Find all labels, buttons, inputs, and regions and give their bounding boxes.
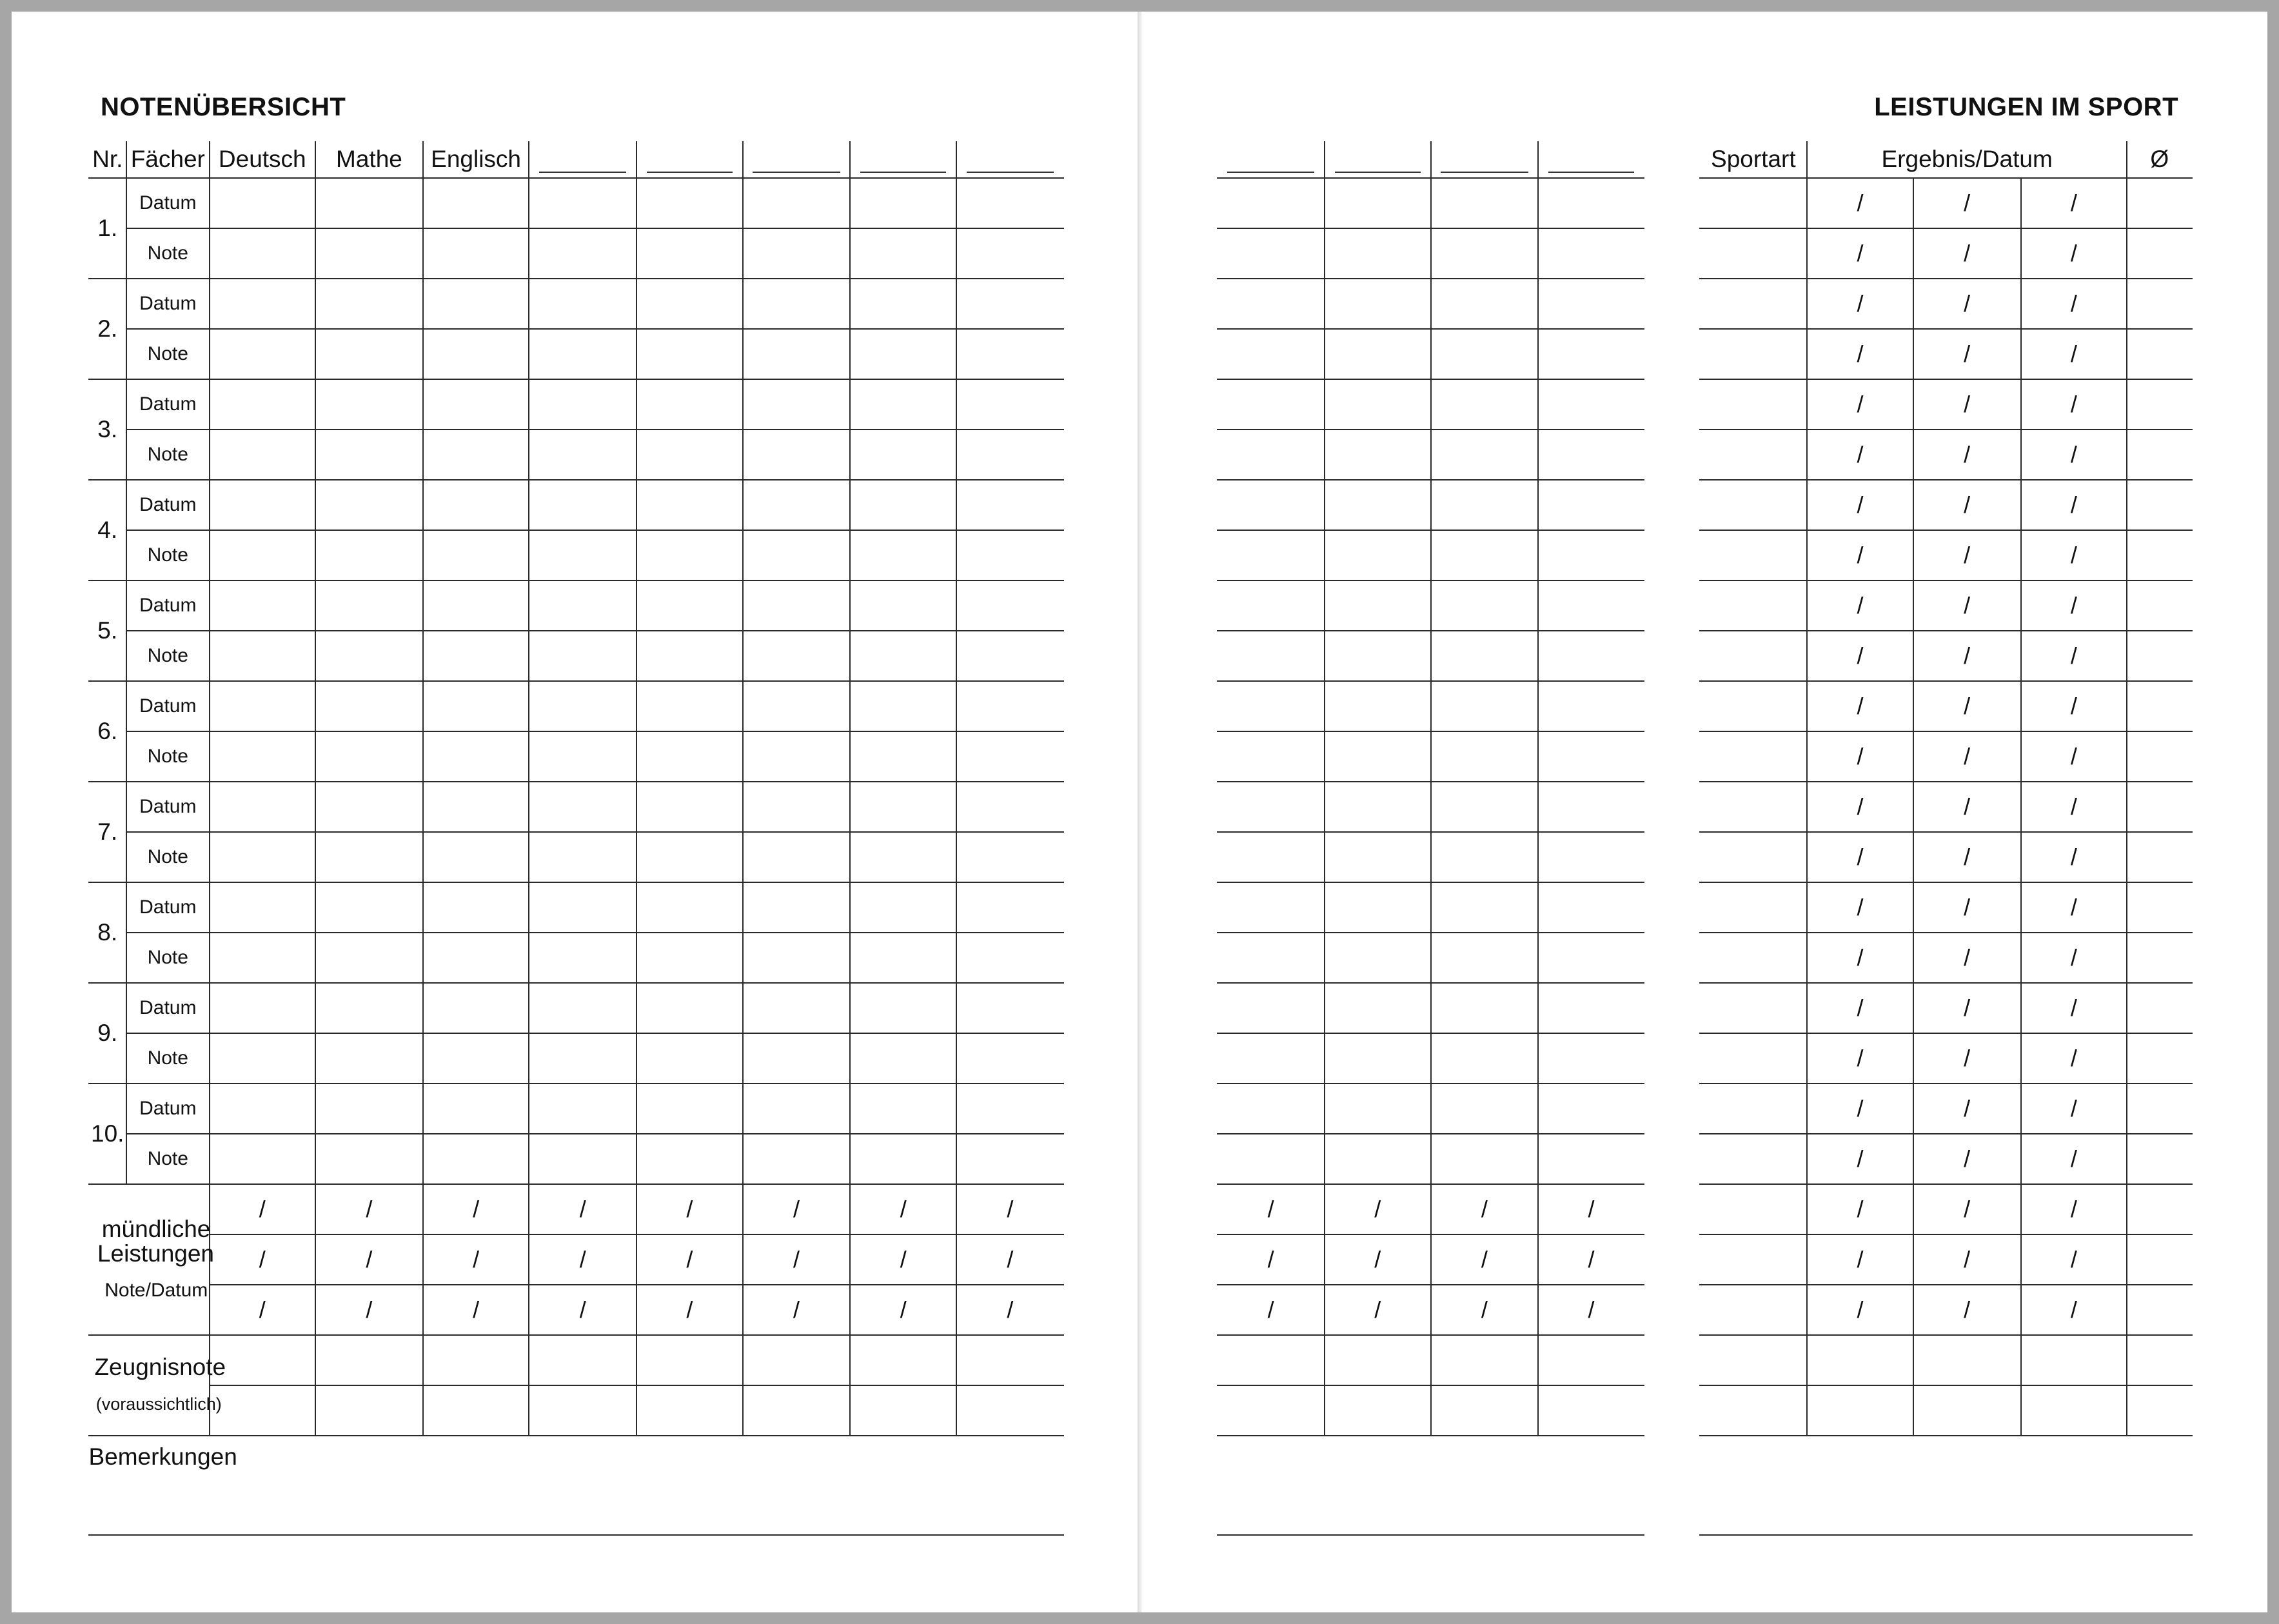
datum-label: Datum	[139, 494, 197, 516]
row-line	[1217, 731, 1644, 732]
subject-blank-line	[1441, 172, 1528, 173]
header-divider	[528, 141, 529, 178]
oral-grade-slash: /	[1481, 1296, 1488, 1323]
result-slash: /	[1857, 1246, 1864, 1273]
remarks-line	[88, 1534, 1063, 1536]
oral-grade-slash: /	[793, 1196, 800, 1223]
row-line	[126, 1033, 1064, 1034]
header-average: Ø	[2150, 146, 2169, 173]
result-slash: /	[2070, 542, 2077, 569]
row-line	[1699, 1385, 2192, 1386]
header-divider	[422, 141, 424, 178]
header-divider	[315, 141, 316, 178]
row-line	[126, 429, 1064, 430]
entry-number: 5.	[97, 617, 118, 644]
entry-number: 3.	[97, 416, 118, 443]
result-slash: /	[1857, 693, 1864, 720]
result-slash: /	[1857, 240, 1864, 267]
result-slash: /	[2070, 1095, 2077, 1122]
row-line	[1217, 177, 1644, 179]
report-grade-sublabel: (voraussichtlich)	[95, 1394, 222, 1414]
note-label: Note	[147, 343, 188, 365]
oral-label-line1: mündliche	[101, 1215, 211, 1242]
header-sport-type: Sportart	[1711, 146, 1796, 173]
row-line	[1217, 781, 1644, 782]
result-slash: /	[1857, 793, 1864, 820]
row-line	[1217, 479, 1644, 480]
row-line	[88, 1083, 1063, 1084]
oral-grade-slash: /	[366, 1296, 373, 1323]
note-label: Note	[147, 544, 188, 566]
result-slash: /	[1964, 995, 1971, 1022]
result-slash: /	[1964, 642, 1971, 669]
header-divider	[209, 141, 210, 178]
oral-grade-slash: /	[473, 1246, 480, 1273]
datum-label: Datum	[139, 1098, 197, 1120]
row-line	[88, 379, 1063, 380]
result-slash: /	[1857, 642, 1864, 669]
result-slash: /	[2070, 793, 2077, 820]
result-slash: /	[1857, 190, 1864, 217]
result-slash: /	[1857, 542, 1864, 569]
note-label: Note	[147, 243, 188, 264]
row-line	[126, 328, 1064, 330]
header-result-date: Ergebnis/Datum	[1881, 146, 2053, 173]
row-line	[1217, 379, 1644, 380]
oral-grade-slash: /	[900, 1246, 907, 1273]
subject-blank-line	[1548, 172, 1634, 173]
header-subject-1: Deutsch	[218, 146, 306, 173]
result-slash: /	[2070, 1145, 2077, 1173]
result-slash: /	[2070, 894, 2077, 921]
right-page	[1141, 12, 2267, 1612]
result-slash: /	[2070, 1296, 2077, 1323]
oral-grade-slash: /	[1007, 1246, 1014, 1273]
row-line	[88, 680, 1063, 682]
result-slash: /	[2070, 592, 2077, 619]
result-slash: /	[2070, 190, 2077, 217]
header-divider	[126, 141, 127, 178]
oral-grade-slash: /	[1374, 1246, 1381, 1273]
remarks-line	[1217, 1534, 1644, 1536]
oral-grade-slash: /	[1481, 1196, 1488, 1223]
oral-grade-slash: /	[579, 1246, 586, 1273]
oral-grade-slash: /	[259, 1246, 266, 1273]
entry-number: 10.	[91, 1120, 124, 1147]
row-line	[88, 982, 1063, 984]
result-slash: /	[1857, 1095, 1864, 1122]
result-slash: /	[2070, 693, 2077, 720]
result-slash: /	[1964, 441, 1971, 468]
subject-blank-line	[753, 172, 840, 173]
result-slash: /	[2070, 1196, 2077, 1223]
oral-grade-slash: /	[1374, 1296, 1381, 1323]
result-slash: /	[1964, 894, 1971, 921]
result-slash: /	[1964, 844, 1971, 871]
datum-label: Datum	[139, 393, 197, 415]
oral-label-line3: Note/Datum	[104, 1279, 208, 1301]
oral-grade-slash: /	[366, 1196, 373, 1223]
oral-grade-slash: /	[1481, 1246, 1488, 1273]
result-slash: /	[1964, 290, 1971, 317]
datum-label: Datum	[139, 896, 197, 918]
note-label: Note	[147, 444, 188, 466]
row-line	[88, 1435, 1063, 1436]
entry-number: 6.	[97, 718, 118, 745]
remarks-label: Bemerkungen	[88, 1443, 237, 1471]
result-slash: /	[1964, 1296, 1971, 1323]
oral-label-line2: Leistungen	[97, 1240, 215, 1267]
result-slash: /	[1964, 240, 1971, 267]
result-slash: /	[1964, 542, 1971, 569]
result-slash: /	[1857, 592, 1864, 619]
header-subjects: Fächer	[130, 146, 205, 173]
result-slash: /	[1964, 944, 1971, 971]
result-slash: /	[1857, 1145, 1864, 1173]
result-slash: /	[2070, 240, 2077, 267]
datum-label: Datum	[139, 293, 197, 315]
entry-number: 1.	[97, 215, 118, 242]
remarks-line	[1699, 1534, 2192, 1536]
header-divider	[956, 141, 957, 178]
result-slash: /	[1857, 491, 1864, 519]
entry-number: 9.	[97, 1020, 118, 1047]
note-label: Note	[147, 947, 188, 969]
row-line	[88, 479, 1063, 480]
entry-number: 8.	[97, 919, 118, 946]
result-slash: /	[1964, 341, 1971, 368]
result-slash: /	[2070, 491, 2077, 519]
row-line	[1217, 1133, 1644, 1134]
result-slash: /	[1857, 894, 1864, 921]
result-slash: /	[2070, 1045, 2077, 1072]
oral-grade-slash: /	[366, 1246, 373, 1273]
oral-grade-slash: /	[686, 1246, 693, 1273]
result-slash: /	[1964, 793, 1971, 820]
result-slash: /	[2070, 290, 2077, 317]
result-slash: /	[1964, 592, 1971, 619]
result-slash: /	[1964, 1045, 1971, 1072]
row-line	[126, 1133, 1064, 1134]
oral-grade-slash: /	[1267, 1296, 1274, 1323]
row-line	[1217, 429, 1644, 430]
result-slash: /	[1857, 1196, 1864, 1223]
result-slash: /	[1964, 1246, 1971, 1273]
row-line	[1217, 982, 1644, 984]
datum-label: Datum	[139, 796, 197, 818]
row-line	[1217, 1083, 1644, 1084]
header-divider	[636, 141, 637, 178]
header-subject-2: Mathe	[336, 146, 402, 173]
row-line	[1217, 1435, 1644, 1436]
oral-grade-slash: /	[793, 1246, 800, 1273]
row-line	[88, 580, 1063, 581]
report-grade-label: Zeugnisnote	[94, 1353, 226, 1380]
result-slash: /	[2070, 844, 2077, 871]
row-line	[126, 630, 1064, 631]
row-line	[1217, 630, 1644, 631]
row-line	[88, 882, 1063, 883]
result-slash: /	[1964, 693, 1971, 720]
oral-grade-slash: /	[686, 1196, 693, 1223]
oral-grade-slash: /	[900, 1296, 907, 1323]
note-label: Note	[147, 746, 188, 767]
row-line	[88, 781, 1063, 782]
note-label: Note	[147, 645, 188, 667]
result-slash: /	[1857, 290, 1864, 317]
header-divider	[849, 141, 851, 178]
header-divider	[742, 141, 744, 178]
oral-grade-slash: /	[1588, 1196, 1595, 1223]
subject-blank-line	[860, 172, 946, 173]
result-slash: /	[2070, 995, 2077, 1022]
oral-grade-slash: /	[473, 1296, 480, 1323]
result-slash: /	[2070, 944, 2077, 971]
datum-label: Datum	[139, 695, 197, 717]
entry-number: 4.	[97, 517, 118, 544]
row-line	[88, 278, 1063, 279]
entry-number: 7.	[97, 818, 118, 846]
row-line	[1217, 831, 1644, 833]
row-line	[1217, 882, 1644, 883]
subject-blank-line	[1227, 172, 1314, 173]
result-slash: /	[2070, 341, 2077, 368]
entry-number: 2.	[97, 315, 118, 342]
result-slash: /	[1964, 190, 1971, 217]
oral-grade-slash: /	[259, 1296, 266, 1323]
header-underline	[88, 177, 1063, 179]
result-slash: /	[1857, 341, 1864, 368]
header-divider	[2126, 141, 2127, 178]
subject-blank-line	[647, 172, 733, 173]
page-title-grade-overview: NOTENÜBERSICHT	[101, 93, 346, 121]
row-line	[126, 530, 1064, 531]
result-slash: /	[1857, 1045, 1864, 1072]
oral-grade-slash: /	[1267, 1196, 1274, 1223]
row-line	[1217, 228, 1644, 229]
oral-grade-slash: /	[259, 1196, 266, 1223]
subject-blank-line	[1335, 172, 1421, 173]
result-slash: /	[2070, 743, 2077, 770]
result-slash: /	[2070, 391, 2077, 418]
datum-label: Datum	[139, 595, 197, 617]
row-line	[1217, 932, 1644, 933]
result-slash: /	[1857, 743, 1864, 770]
left-page	[12, 12, 1139, 1612]
row-line	[1217, 328, 1644, 330]
result-slash: /	[1964, 1095, 1971, 1122]
subject-blank-line	[539, 172, 626, 173]
row-line	[1217, 278, 1644, 279]
subject-blank-line	[967, 172, 1054, 173]
result-slash: /	[1857, 944, 1864, 971]
result-slash: /	[1964, 1145, 1971, 1173]
oral-grade-slash: /	[579, 1196, 586, 1223]
row-line	[1699, 1435, 2192, 1436]
oral-grade-slash: /	[473, 1196, 480, 1223]
oral-grade-slash: /	[1007, 1296, 1014, 1323]
row-line	[126, 831, 1064, 833]
result-slash: /	[1964, 1196, 1971, 1223]
header-nr: Nr.	[92, 146, 123, 173]
row-line	[126, 228, 1064, 229]
note-label: Note	[147, 1047, 188, 1069]
datum-label: Datum	[139, 997, 197, 1019]
result-slash: /	[2070, 1246, 2077, 1273]
oral-grade-slash: /	[793, 1296, 800, 1323]
oral-grade-slash: /	[1374, 1196, 1381, 1223]
oral-grade-slash: /	[900, 1196, 907, 1223]
result-slash: /	[1857, 1296, 1864, 1323]
oral-grade-slash: /	[579, 1296, 586, 1323]
header-divider	[1806, 141, 1808, 178]
result-slash: /	[1857, 391, 1864, 418]
result-slash: /	[1857, 995, 1864, 1022]
datum-label: Datum	[139, 192, 197, 214]
oral-grade-slash: /	[1267, 1246, 1274, 1273]
result-slash: /	[1964, 743, 1971, 770]
note-label: Note	[147, 1148, 188, 1170]
note-label: Note	[147, 846, 188, 868]
oral-grade-slash: /	[686, 1296, 693, 1323]
result-slash: /	[1964, 391, 1971, 418]
row-line	[1217, 1385, 1644, 1386]
row-line	[126, 932, 1064, 933]
result-slash: /	[2070, 441, 2077, 468]
header-subject-3: Englisch	[431, 146, 522, 173]
result-slash: /	[2070, 642, 2077, 669]
oral-grade-slash: /	[1588, 1296, 1595, 1323]
row-line	[126, 731, 1064, 732]
result-slash: /	[1964, 491, 1971, 519]
row-line	[1217, 580, 1644, 581]
page-title-sport-results: LEISTUNGEN IM SPORT	[1874, 93, 2178, 121]
oral-grade-slash: /	[1588, 1246, 1595, 1273]
result-slash: /	[1857, 441, 1864, 468]
row-line	[1217, 680, 1644, 682]
row-line	[1217, 530, 1644, 531]
oral-grade-slash: /	[1007, 1196, 1014, 1223]
row-line	[1217, 1033, 1644, 1034]
result-slash: /	[1857, 844, 1864, 871]
